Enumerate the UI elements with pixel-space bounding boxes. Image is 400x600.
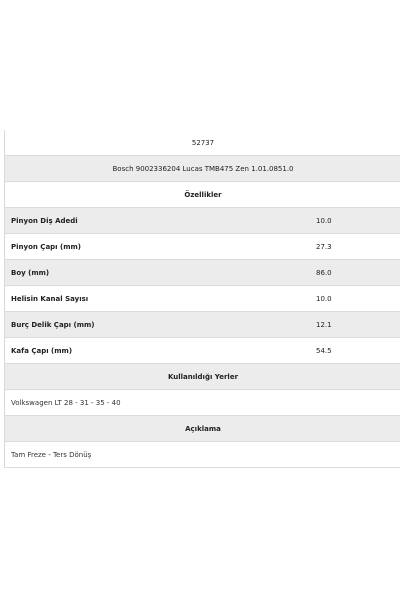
feature-value: 54.5 <box>316 347 332 355</box>
cross-reference-row <box>5 156 400 182</box>
product-code-row <box>5 130 400 156</box>
usage-heading-row <box>5 364 400 390</box>
feature-row-pinion-teeth <box>5 208 400 234</box>
feature-value: 27.3 <box>316 243 332 251</box>
usage-text: Volkswagen LT 28 - 31 - 35 - 40 <box>11 399 121 407</box>
feature-value: 10.0 <box>316 217 332 225</box>
product-code: 52737 <box>191 139 215 147</box>
feature-value: 10.0 <box>316 295 332 303</box>
feature-label: Burç Delik Çapı (mm) <box>11 321 95 329</box>
feature-value: 86.0 <box>316 269 332 277</box>
features-heading-row <box>5 182 400 208</box>
feature-label: Boy (mm) <box>11 269 50 277</box>
feature-row-helix-grooves <box>5 286 400 312</box>
features-heading: Özellikler <box>184 191 222 199</box>
feature-label: Kafa Çapı (mm) <box>11 347 73 355</box>
cross-reference-text: Bosch 9002336204 Lucas TMB475 Zen 1.01.0851.0 <box>112 165 294 173</box>
description-heading-row <box>5 416 400 442</box>
usage-row <box>5 390 400 416</box>
feature-row-head-diameter <box>5 338 400 364</box>
feature-row-bushing-bore <box>5 312 400 338</box>
description-heading: Açıklama <box>185 425 221 433</box>
description-text: Tam Freze - Ters Dönüş <box>11 451 92 459</box>
feature-label: Pinyon Çapı (mm) <box>11 243 81 251</box>
spec-table <box>4 130 400 468</box>
feature-row-length <box>5 260 400 286</box>
description-row <box>5 442 400 468</box>
feature-label: Pinyon Diş Adedi <box>11 217 78 225</box>
feature-row-pinion-diameter <box>5 234 400 260</box>
feature-value: 12.1 <box>316 321 332 329</box>
usage-heading: Kullanıldığı Yerler <box>167 373 239 381</box>
feature-label: Helisin Kanal Sayısı <box>11 295 89 303</box>
